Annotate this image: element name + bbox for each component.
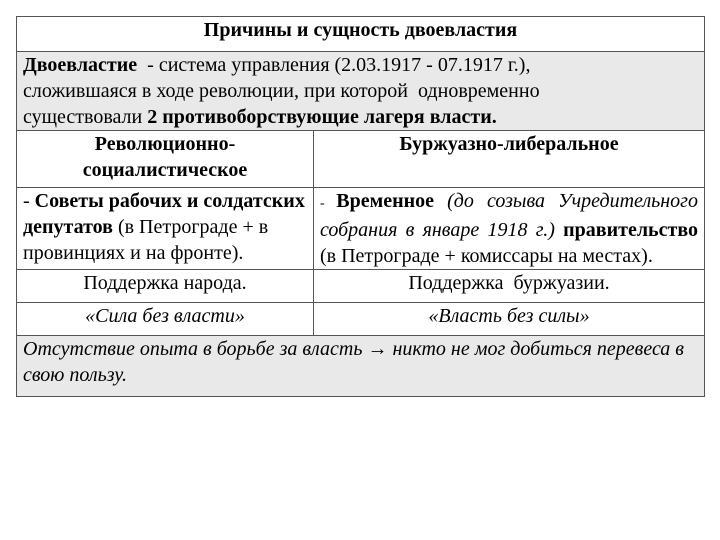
definition-term: Двоевластие (23, 54, 138, 76)
left-slogan: «Сила без власти» (17, 303, 314, 336)
definition-line3-bold: 2 противоборствующие лагеря власти. (147, 106, 497, 128)
definition-line1: - система управления (2.03.1917 - 07.1917 г.), (137, 54, 531, 76)
left-support: Поддержка народа. (17, 270, 314, 303)
conclusion-cell: Отсутствие опыта в борьбе за власть → никто не мог добиться перевеса в свою пользу. (17, 336, 705, 397)
right-body-bold2: правительство (563, 219, 698, 241)
definition-cell (17, 52, 705, 131)
right-body-dash: - (320, 196, 337, 211)
left-body-dash: - (23, 190, 35, 212)
right-body-rest: (в Петрограде + комиссары на местах). (320, 245, 653, 267)
table-title: Причины и сущность двоевластия (17, 17, 705, 52)
left-body-cell (17, 188, 314, 270)
left-body-bold: Советы рабочих и солдатских депутатов (23, 190, 305, 238)
left-column-header: Революционно-социалистическое (17, 131, 314, 188)
definition-line3-pre: существовали (23, 106, 148, 128)
right-body-cell (314, 188, 705, 270)
definition-line2: сложившаяся в ходе революции, при которой одновременно (23, 80, 540, 102)
right-support: Поддержка буржуазии. (314, 270, 705, 303)
right-body-space (555, 219, 563, 241)
left-body-rest: (в Петрограде + в провинциях и на фронте). (23, 216, 269, 264)
right-body-italic: (до созыва Учредительного собрания в январе 1918 г.) (320, 190, 698, 241)
dual-power-table (16, 16, 705, 397)
right-column-header: Буржуазно-либеральное (314, 131, 705, 188)
right-body-bold1: Временное (336, 190, 435, 212)
right-slogan: «Власть без силы» (314, 303, 705, 336)
